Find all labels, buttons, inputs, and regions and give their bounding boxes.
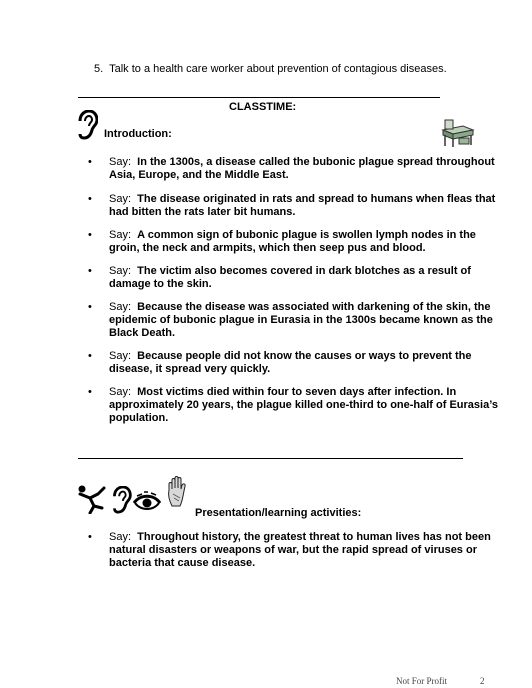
section-divider-bottom bbox=[78, 458, 463, 459]
footer-note: Not For Profit bbox=[396, 676, 448, 686]
intro-bullet-3: A common sign of bubonic plague is swollen lymph nodes in the groin, the neck and armpits, which then seep pus and blood. bbox=[109, 229, 476, 254]
intro-bullet-5: Because the disease was associated with darkening of the skin, the epidemic of bubonic plague in Eurasia in the 1300s became known as the Black Death. bbox=[109, 301, 493, 339]
introduction-heading: Introduction: bbox=[104, 128, 172, 140]
top-item-number: 5. bbox=[94, 63, 104, 75]
ear-icon bbox=[76, 110, 98, 140]
top-item-text: Talk to a health care worker about prevention of contagious diseases. bbox=[109, 63, 447, 75]
presentation-bullet-1: Throughout history, the greatest threat to human lives has not been natural disasters or weapons of war, but the rapid spread of viruses or bacteria that cause disease. bbox=[109, 531, 491, 569]
bullet: • bbox=[88, 531, 92, 543]
presentation-heading: Presentation/learning activities: bbox=[195, 507, 362, 519]
eye-icon bbox=[132, 490, 162, 514]
intro-bullet-6: Because people did not know the causes or ways to prevent the disease, it spread very quickly. bbox=[109, 350, 472, 375]
bullet: • bbox=[88, 265, 92, 277]
section-divider-top bbox=[78, 97, 440, 98]
bullet: • bbox=[88, 350, 92, 362]
hand-icon bbox=[166, 476, 190, 508]
intro-bullet-1: In the 1300s, a disease called the bubonic plague spread throughout Asia, Europe, and the Middle East. bbox=[109, 156, 495, 181]
bullet: • bbox=[88, 156, 92, 168]
desk-icon bbox=[441, 118, 475, 148]
page-number: 2 bbox=[480, 676, 485, 686]
intro-bullet-4: The victim also becomes covered in dark blotches as a result of damage to the skin. bbox=[109, 265, 471, 290]
intro-bullet-7: Most victims died within four to seven days after infection. In approximately 20 years, the plague killed one-third to one-half of Eurasia’s population. bbox=[109, 386, 498, 424]
bullet: • bbox=[88, 229, 92, 241]
bullet: • bbox=[88, 301, 92, 313]
ear-icon bbox=[110, 486, 132, 514]
bullet: • bbox=[88, 386, 92, 398]
top-item bbox=[94, 63, 514, 76]
runner-icon bbox=[76, 484, 108, 514]
bullet: • bbox=[88, 193, 92, 205]
intro-bullet-2: The disease originated in rats and spread to humans when fleas that had bitten the rats later bit humans. bbox=[109, 193, 496, 218]
classtime-heading: CLASSTIME: bbox=[229, 101, 297, 113]
